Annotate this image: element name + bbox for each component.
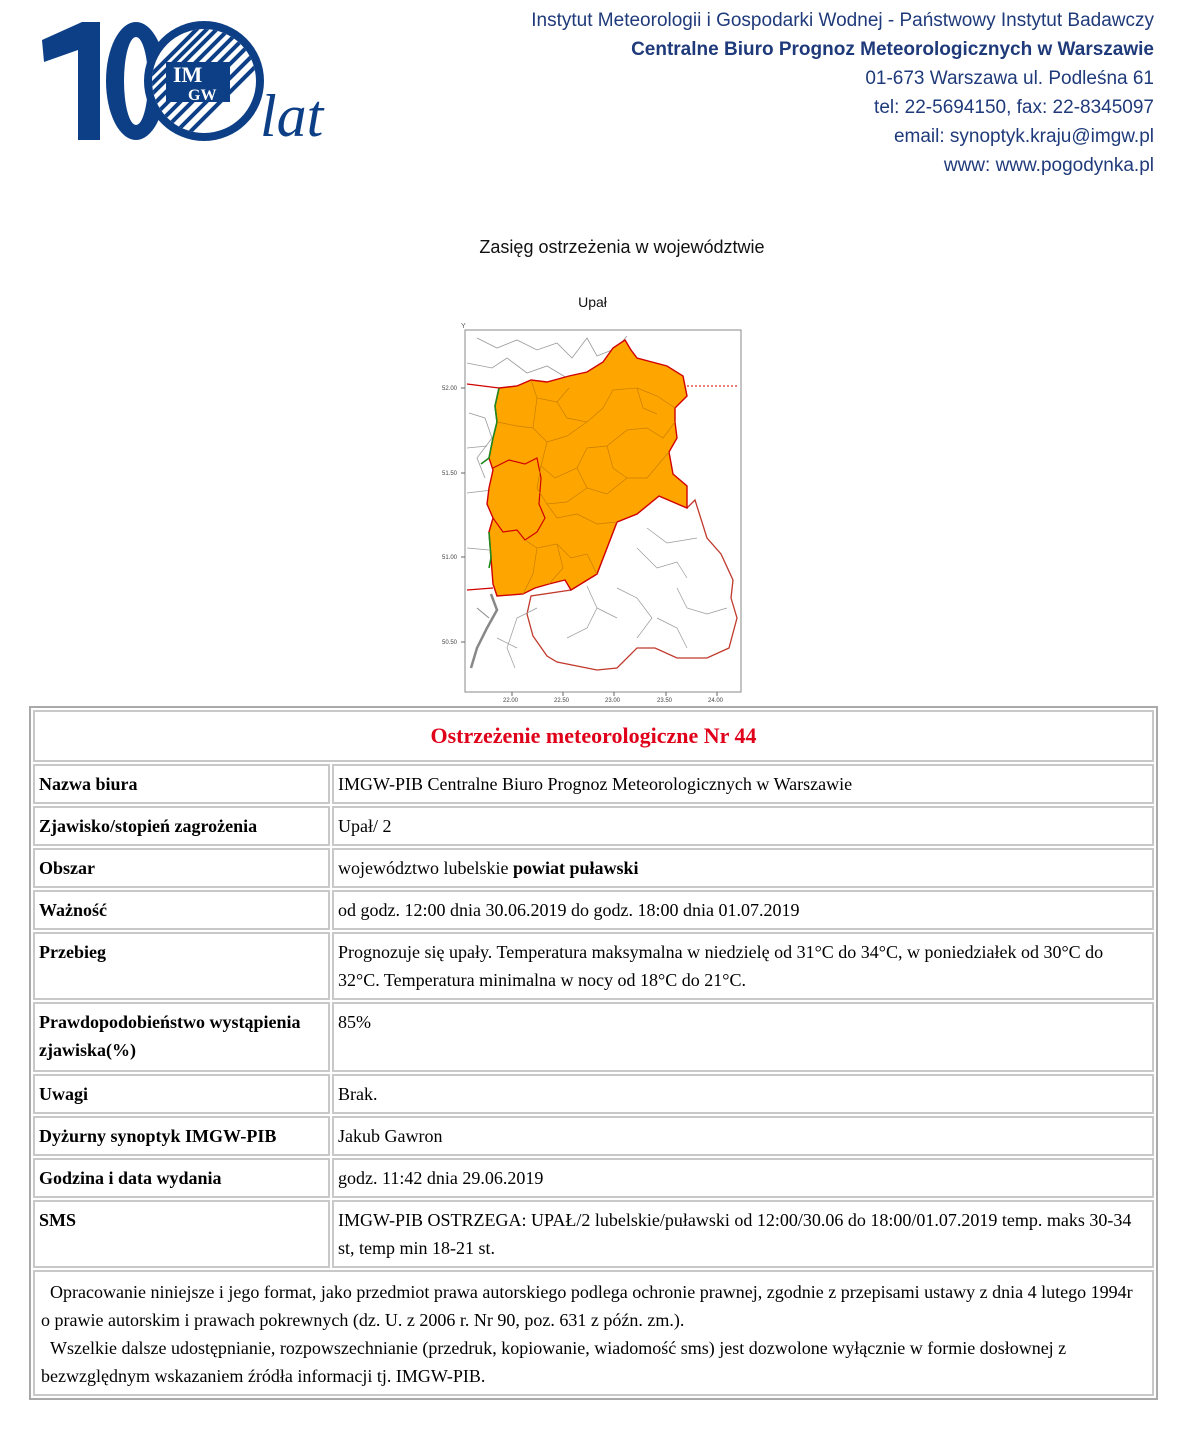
row-value: IMGW-PIB Centralne Biuro Prognoz Meteorologicznych w Warszawie: [332, 764, 1154, 804]
y-tick-label: 51.50: [442, 471, 458, 477]
x-tick-label: 24.00: [708, 698, 724, 704]
y-tick-label: 51.00: [442, 555, 458, 561]
row-value: 85%: [332, 1002, 1154, 1072]
y-axis-letter: Y: [461, 323, 466, 330]
map-caption: Zasięg ostrzeżenia w województwie: [479, 237, 765, 257]
row-value: od godz. 12:00 dnia 30.06.2019 do godz. 18:00 dnia 01.07.2019: [332, 890, 1154, 930]
table-row: [33, 806, 1154, 846]
table-row: [33, 1116, 1154, 1156]
row-label: Przebieg: [33, 932, 330, 1000]
table-row: [33, 1200, 1154, 1268]
map-title: Upał: [578, 294, 607, 310]
address: 01-673 Warszawa ul. Podleśna 61: [865, 68, 1154, 89]
copyright-paragraph: Opracowanie niniejsze i jego format, jako przedmiot prawa autorskiego podlega ochronie prawnej, zgodnie z przepisami ustawy z dnia 4 lutego 1994r o prawie autorskim i prawach pokrewnych (dz. U. z 2006 r. Nr 90, poz. 631 z późn. zm.).: [41, 1282, 1133, 1330]
logo-text-lat: lat: [260, 83, 324, 146]
institute-name: Instytut Meteorologii i Gospodarki Wodnej - Państwowy Instytut Badawczy: [531, 10, 1154, 31]
y-tick-label: 50.50: [442, 640, 458, 646]
row-value: IMGW-PIB OSTRZEGA: UPAŁ/2 lubelskie/puławski od 12:00/30.06 do 18:00/01.07.2019 temp. maks 30-34 st, temp min 18-21 st.: [332, 1200, 1154, 1268]
imgw-100-years-logo: [38, 18, 348, 146]
x-tick-label: 22.00: [503, 698, 519, 704]
row-label: Nazwa biura: [33, 764, 330, 804]
row-value: Upał/ 2: [332, 806, 1154, 846]
phone-fax: tel: 22-5694150, fax: 22-8345097: [874, 97, 1154, 118]
x-tick-label: 23.50: [657, 698, 673, 704]
copyright-notice: [33, 1270, 1154, 1396]
table-row: [33, 1002, 1154, 1072]
warning-map: [437, 318, 747, 704]
row-label: SMS: [33, 1200, 330, 1268]
row-value: [332, 848, 1154, 888]
y-tick-label: 52.00: [442, 386, 458, 392]
row-label: Uwagi: [33, 1074, 330, 1114]
table-row: [33, 932, 1154, 1000]
warning-table: [29, 706, 1158, 1400]
table-row: [33, 1074, 1154, 1114]
table-row: [33, 890, 1154, 930]
x-tick-label: 23.00: [605, 698, 621, 704]
email-link[interactable]: email: synoptyk.kraju@imgw.pl: [893, 126, 1154, 147]
table-row: [33, 1158, 1154, 1198]
row-value: godz. 11:42 dnia 29.06.2019: [332, 1158, 1154, 1198]
row-label: Prawdopodobieństwo wystąpienia zjawiska(%): [33, 1002, 330, 1072]
area-voivodeship: województwo lubelskie: [338, 858, 509, 878]
table-row: [33, 848, 1154, 888]
distribution-paragraph: Wszelkie dalsze udostępnianie, rozpowszechnianie (przedruk, kopiowanie, wiadomość sms) jest dozwolone wyłącznie w formie dosłownej z bezwzględnym wskazaniem źródła informacji tj. IMGW-PIB.: [41, 1338, 1067, 1386]
row-label: Dyżurny synoptyk IMGW-PIB: [33, 1116, 330, 1156]
x-tick-label: 22.50: [554, 698, 570, 704]
bureau-name: Centralne Biuro Prognoz Meteorologicznych w Warszawie: [631, 39, 1154, 60]
website-link[interactable]: www: www.pogodynka.pl: [943, 155, 1154, 176]
logo-text-gw: GW: [188, 87, 217, 104]
row-value: Jakub Gawron: [332, 1116, 1154, 1156]
logo-text-im: IM: [173, 62, 203, 87]
warning-title: Ostrzeżenie meteorologiczne Nr 44: [33, 710, 1154, 762]
row-value: Prognozuje się upały. Temperatura maksymalna w niedzielę od 31°C do 34°C, w poniedziałek od 30°C do 32°C. Temperatura minimalna w nocy od 18°C do 21°C.: [332, 932, 1154, 1000]
row-value: Brak.: [332, 1074, 1154, 1114]
table-row: [33, 764, 1154, 804]
area-county: powiat puławski: [512, 858, 639, 878]
row-label: Zjawisko/stopień zagrożenia: [33, 806, 330, 846]
row-label: Obszar: [33, 848, 330, 888]
row-label: Ważność: [33, 890, 330, 930]
institute-contact-block: [531, 6, 1154, 180]
row-label: Godzina i data wydania: [33, 1158, 330, 1198]
